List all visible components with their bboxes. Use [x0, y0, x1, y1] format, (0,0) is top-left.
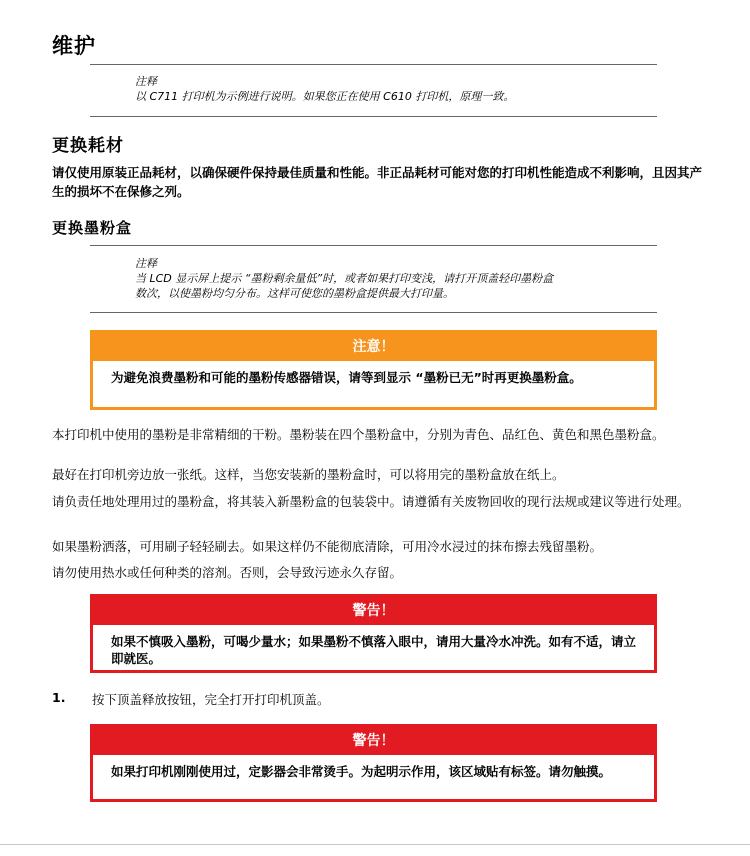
subsection-title: 更换墨粉盒	[52, 219, 133, 237]
caution-title: 注意！	[93, 333, 654, 361]
paragraph-spill: 如果墨粉洒落，可用刷子轻轻刷去。如果这样仍不能彻底清除，可用冷水浸过的抹布擦去残留墨粉。	[52, 539, 603, 554]
note-label: 注释	[135, 75, 157, 88]
warning1-text: 如果不慎吸入墨粉，可喝少量水；如果墨粉不慎落入眼中，请用大量冷水冲洗。如有不适，请立即就医。	[111, 634, 637, 666]
note-bottom-divider	[90, 116, 657, 117]
warning2-title: 警告！	[93, 727, 654, 755]
note-text: 以 C711 打印机为示例进行说明。如果您正在使用 C610 打印机，原理一致。	[135, 90, 515, 103]
note2-label: 注释	[135, 257, 157, 270]
note2-line1: 当 LCD 显示屏上提示 “墨粉剩余量低”时，或者如果打印变浅，请打开顶盖轻印墨粉盒	[135, 272, 554, 285]
caution-text: 为避免浪费墨粉和可能的墨粉传感器错误，请等到显示 “墨粉已无”时再更换墨粉盒。	[111, 370, 582, 385]
paragraph-paper-tip: 最好在打印机旁边放一张纸。这样，当您安装新的墨粉盒时，可以将用完的墨粉盒放在纸上。	[52, 467, 565, 482]
paragraph-disposal: 请负责任地处理用过的墨粉盒，将其装入新墨粉盒的包装袋中。请遵循有关废物回收的现行法规或建议等进行处理。	[52, 494, 690, 509]
note2-line2: 数次，以使墨粉均匀分布。这样可使您的墨粉盒提供最大打印量。	[135, 287, 454, 300]
note-top-divider	[90, 64, 657, 65]
note-printer-model	[135, 74, 655, 104]
step-text: 按下顶盖释放按钮，完全打开打印机顶盖。	[92, 692, 330, 707]
page-bottom-divider	[0, 844, 750, 845]
note2-top-divider	[90, 245, 657, 246]
warning1-title: 警告！	[93, 597, 654, 625]
section-lead: 请仅使用原装正品耗材，以确保硬件保持最佳质量和性能。非正品耗材可能对您的打印机性能造成不利影响，且因其产生的损坏不在保修之列。	[52, 165, 703, 199]
warning-box-inhalation	[90, 594, 657, 673]
caution-box	[90, 330, 657, 410]
step-number: 1.	[52, 690, 66, 705]
warning2-text: 如果打印机刚刚使用过，定影器会非常烫手。为起明示作用，该区域贴有标签。请勿触摸。	[111, 764, 612, 779]
warning-box-hot-fuser	[90, 724, 657, 802]
paragraph-no-solvent: 请勿使用热水或任何种类的溶剂。否则，会导致污迹永久存留。	[52, 565, 403, 580]
note2-bottom-divider	[90, 312, 657, 313]
section-title: 更换耗材	[52, 136, 124, 156]
page-title: 维护	[52, 34, 96, 58]
paragraph-toner-desc: 本打印机中使用的墨粉是非常精细的干粉。墨粉装在四个墨粉盒中，分别为青色、品红色、黄色和黑色墨粉盒。	[52, 427, 665, 442]
note-toner-low	[135, 256, 655, 301]
